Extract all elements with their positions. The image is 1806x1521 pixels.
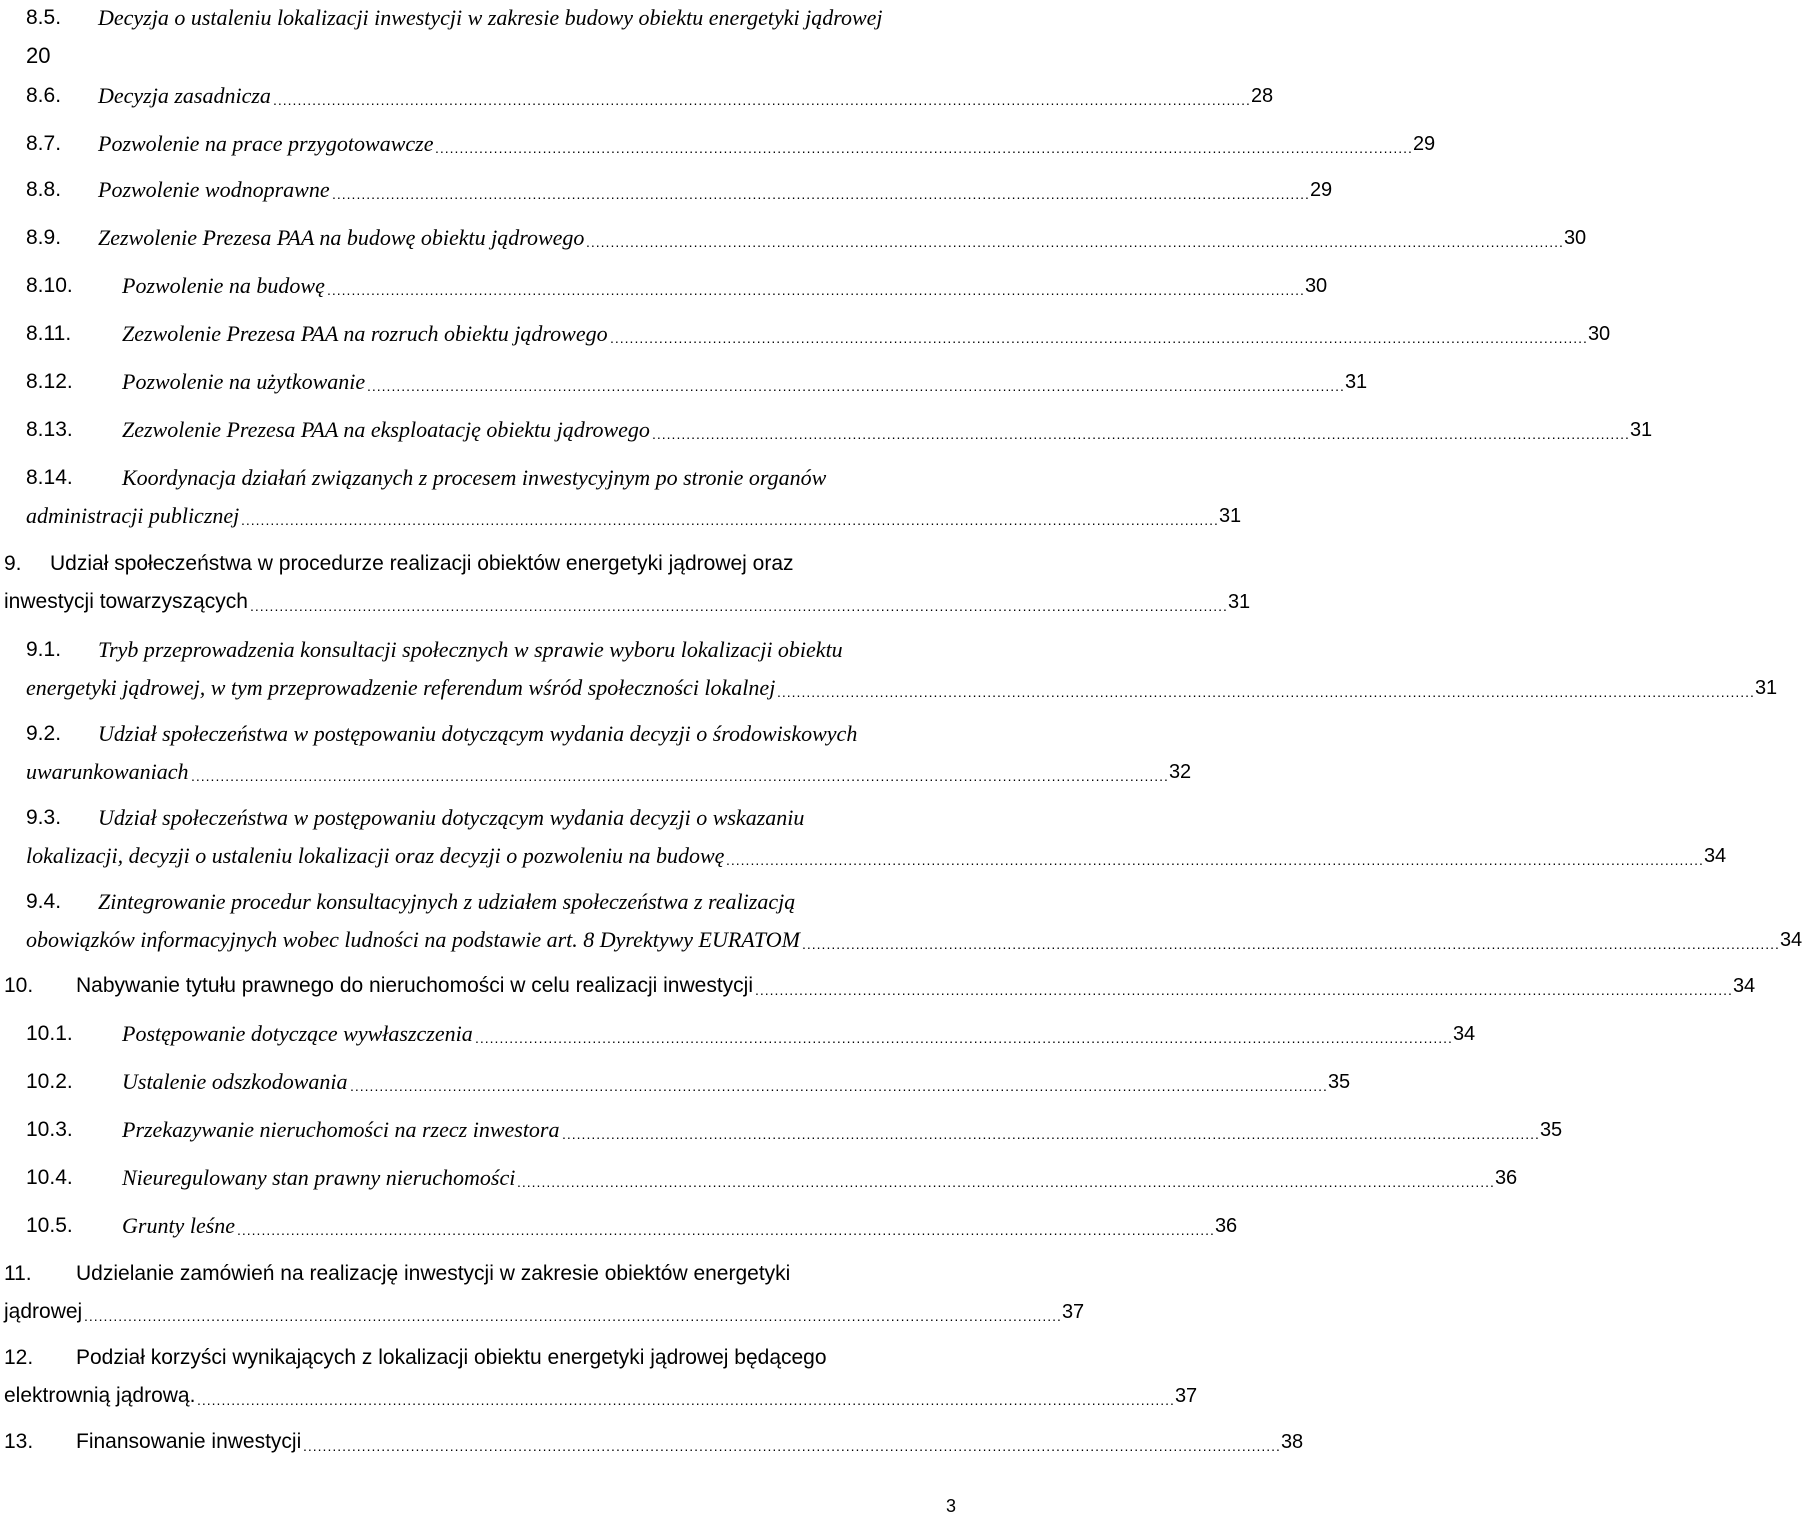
toc-line — [0, 1256, 960, 1292]
dot-leader: ........................................................................................................................................................................................................ — [562, 1126, 1540, 1142]
toc-title: Koordynacja działań związanych z procesem inwestycyjnym po stronie organów — [122, 465, 827, 490]
toc-title: Pozwolenie na prace przygotowawcze — [98, 131, 434, 156]
dot-leader: ........................................................................................................................................................................................................ — [435, 140, 1413, 156]
toc-title: Udział społeczeństwa w procedurze realizacji obiektów energetyki jądrowej oraz — [50, 552, 794, 575]
toc-line — [0, 220, 1587, 256]
toc-number: 8.14. — [26, 466, 73, 489]
dot-leader: ........................................................................................................................................................................................................ — [332, 186, 1310, 202]
toc-number: 8.13. — [26, 418, 73, 441]
toc-line — [0, 412, 1653, 448]
toc-page: 37 — [1061, 1301, 1085, 1323]
dot-leader: ........................................................................................................................................................................................................ — [802, 936, 1780, 952]
toc-number: 8.6. — [26, 84, 62, 107]
dot-leader: ........................................................................................................................................................................................................ — [191, 768, 1169, 784]
dot-leader: ........................................................................................................................................................................................................ — [273, 92, 1251, 108]
toc-number: 10.2. — [26, 1070, 73, 1093]
toc-title: Udział społeczeństwa w postępowaniu dotyczącym wydania decyzji o środowiskowych — [98, 721, 858, 746]
dot-leader: ........................................................................................................................................................................................................ — [777, 684, 1755, 700]
toc-line — [0, 546, 960, 582]
toc-page: 31 — [1344, 371, 1368, 393]
dot-leader: ........................................................................................................................................................................................................ — [652, 426, 1630, 442]
toc-page: 37 — [1174, 1385, 1198, 1407]
toc-page: 29 — [1309, 179, 1333, 201]
dot-leader: ........................................................................................................................................................................................................ — [303, 1438, 1281, 1454]
toc-line — [0, 172, 1333, 208]
toc-line — [0, 670, 1778, 706]
toc-line — [0, 1016, 1476, 1052]
toc-line — [0, 800, 960, 836]
toc-page: 28 — [1250, 85, 1274, 107]
toc-number: 9.2. — [26, 722, 62, 745]
toc-title: Decyzja o ustaleniu lokalizacji inwestycji w zakresie budowy obiektu energetyki jądrowej — [98, 5, 883, 30]
toc-line — [0, 460, 960, 496]
toc-title: Ustalenie odszkodowania — [122, 1069, 348, 1094]
toc-page: 29 — [1412, 133, 1436, 155]
toc-title: Pozwolenie na użytkowanie — [122, 369, 366, 394]
toc-number: 10.1. — [26, 1022, 73, 1045]
toc-page: 32 — [1168, 761, 1192, 783]
dot-leader: ........................................................................................................................................................................................................ — [350, 1078, 1328, 1094]
toc-title: Udział społeczeństwa w postępowaniu dotyczącym wydania decyzji o wskazaniu — [98, 805, 805, 830]
toc-title: Zintegrowanie procedur konsultacyjnych z udziałem społeczeństwa z realizacją — [98, 889, 796, 914]
toc-number: 11. — [4, 1262, 32, 1285]
dot-leader: ........................................................................................................................................................................................................ — [367, 378, 1345, 394]
toc-number: 10.3. — [26, 1118, 73, 1141]
dot-leader: ........................................................................................................................................................................................................ — [84, 1308, 1062, 1324]
toc-number: 10.5. — [26, 1214, 73, 1237]
toc-number: 12. — [4, 1346, 34, 1369]
toc-line — [0, 268, 1328, 304]
toc-number: 10.4. — [26, 1166, 73, 1189]
toc-number: 8.5. — [26, 6, 62, 29]
dot-leader: ........................................................................................................................................................................................................ — [517, 1174, 1495, 1190]
toc-title: Podział korzyści wynikających z lokalizacji obiektu energetyki jądrowej będącego — [76, 1346, 827, 1369]
dot-leader: ........................................................................................................................................................................................................ — [197, 1392, 1175, 1408]
toc-title: inwestycji towarzyszących — [4, 590, 248, 613]
toc-title: Decyzja zasadnicza — [98, 83, 271, 108]
toc-number: 9.3. — [26, 806, 62, 829]
toc-page: 34 — [1452, 1023, 1476, 1045]
toc-line — [0, 1424, 1304, 1460]
toc-page: 34 — [1703, 845, 1727, 867]
toc-title: obowiązków informacyjnych wobec ludności na podstawie art. 8 Dyrektywy EURATOM — [26, 927, 800, 952]
toc-line — [0, 498, 1242, 534]
toc-title: uwarunkowaniach — [26, 759, 189, 784]
toc-title: jądrowej — [4, 1300, 83, 1323]
toc-number: 9. — [4, 552, 22, 575]
toc-title: Nieuregulowany stan prawny nieruchomości — [122, 1165, 516, 1190]
toc-line — [0, 632, 960, 668]
toc-line — [0, 78, 1274, 114]
toc-number: 13. — [4, 1430, 34, 1453]
toc-number: 8.12. — [26, 370, 73, 393]
toc-line — [0, 1064, 1351, 1100]
toc-title: Finansowanie inwestycji — [76, 1430, 302, 1453]
toc-title: administracji publicznej — [26, 503, 240, 528]
toc-line — [0, 1160, 1518, 1196]
toc-number: 8.8. — [26, 178, 62, 201]
toc-page: 34 — [1732, 975, 1756, 997]
toc-title: Postępowanie dotyczące wywłaszczenia — [122, 1021, 473, 1046]
toc-line — [0, 1208, 1238, 1244]
toc-page: 30 — [1563, 227, 1587, 249]
toc-page: 31 — [1218, 505, 1242, 527]
toc-number: 9.4. — [26, 890, 62, 913]
toc-line — [0, 716, 960, 752]
toc-title: Tryb przeprowadzenia konsultacji społecznych w sprawie wyboru lokalizacji obiektu — [98, 637, 843, 662]
toc-line — [0, 1340, 960, 1376]
toc-title: Zezwolenie Prezesa PAA na eksploatację obiektu jądrowego — [122, 417, 650, 442]
dot-leader: ........................................................................................................................................................................................................ — [327, 282, 1305, 298]
toc-page: 30 — [1587, 323, 1611, 345]
toc-line — [0, 316, 1611, 352]
toc-line — [0, 38, 960, 74]
toc-title: 20 — [26, 43, 51, 68]
dot-leader: ........................................................................................................................................................................................................ — [726, 852, 1704, 868]
toc-number: 8.11. — [26, 322, 72, 345]
toc-title: Zezwolenie Prezesa PAA na rozruch obiektu jądrowego — [122, 321, 608, 346]
toc-line — [0, 838, 1727, 874]
toc-line — [0, 754, 1192, 790]
toc-page: 31 — [1629, 419, 1653, 441]
toc-page: 31 — [1227, 591, 1251, 613]
toc-page: 35 — [1327, 1071, 1351, 1093]
dot-leader: ........................................................................................................................................................................................................ — [755, 982, 1733, 998]
dot-leader: ........................................................................................................................................................................................................ — [237, 1222, 1215, 1238]
dot-leader: ........................................................................................................................................................................................................ — [250, 598, 1228, 614]
toc-number: 8.7. — [26, 132, 62, 155]
toc-title: Nabywanie tytułu prawnego do nieruchomości w celu realizacji inwestycji — [76, 974, 753, 997]
toc-page: 35 — [1539, 1119, 1563, 1141]
toc-line — [0, 364, 1368, 400]
toc-page: 36 — [1214, 1215, 1238, 1237]
toc-line — [0, 1112, 1563, 1148]
toc-title: lokalizacji, decyzji o ustaleniu lokalizacji oraz decyzji o pozwoleniu na budowę — [26, 843, 725, 868]
toc-page: 38 — [1280, 1431, 1304, 1453]
toc-line — [0, 126, 1436, 162]
dot-leader: ........................................................................................................................................................................................................ — [610, 330, 1588, 346]
toc-number: 9.1. — [26, 638, 62, 661]
toc-page: 34 — [1779, 929, 1803, 951]
toc-line — [0, 884, 960, 920]
page-number: 3 — [945, 1496, 956, 1516]
toc-page: 30 — [1304, 275, 1328, 297]
toc-line — [0, 922, 1803, 958]
dot-leader: ........................................................................................................................................................................................................ — [475, 1030, 1453, 1046]
dot-leader: ........................................................................................................................................................................................................ — [586, 234, 1564, 250]
toc-number: 8.9. — [26, 226, 62, 249]
dot-leader: ........................................................................................................................................................................................................ — [241, 512, 1219, 528]
toc-page: 36 — [1494, 1167, 1518, 1189]
toc-title: Przekazywanie nieruchomości na rzecz inwestora — [122, 1117, 560, 1142]
toc-title: Zezwolenie Prezesa PAA na budowę obiektu jądrowego — [98, 225, 585, 250]
toc-line — [0, 584, 1251, 620]
toc-number: 8.10. — [26, 274, 73, 297]
toc-title: Pozwolenie wodnoprawne — [98, 177, 330, 202]
toc-title: energetyki jądrowej, w tym przeprowadzenie referendum wśród społeczności lokalnej — [26, 675, 776, 700]
toc-title: Grunty leśne — [122, 1213, 236, 1238]
toc-number: 10. — [4, 974, 34, 997]
toc-title: Pozwolenie na budowę — [122, 273, 325, 298]
toc-line — [0, 968, 1756, 1004]
toc-title: Udzielanie zamówień na realizację inwestycji w zakresie obiektów energetyki — [76, 1262, 791, 1285]
toc-page: 31 — [1754, 677, 1778, 699]
toc-line — [0, 1294, 1085, 1330]
toc-line — [0, 1378, 1198, 1414]
toc-title: elektrownią jądrową. — [4, 1384, 196, 1407]
toc-line — [0, 0, 960, 36]
